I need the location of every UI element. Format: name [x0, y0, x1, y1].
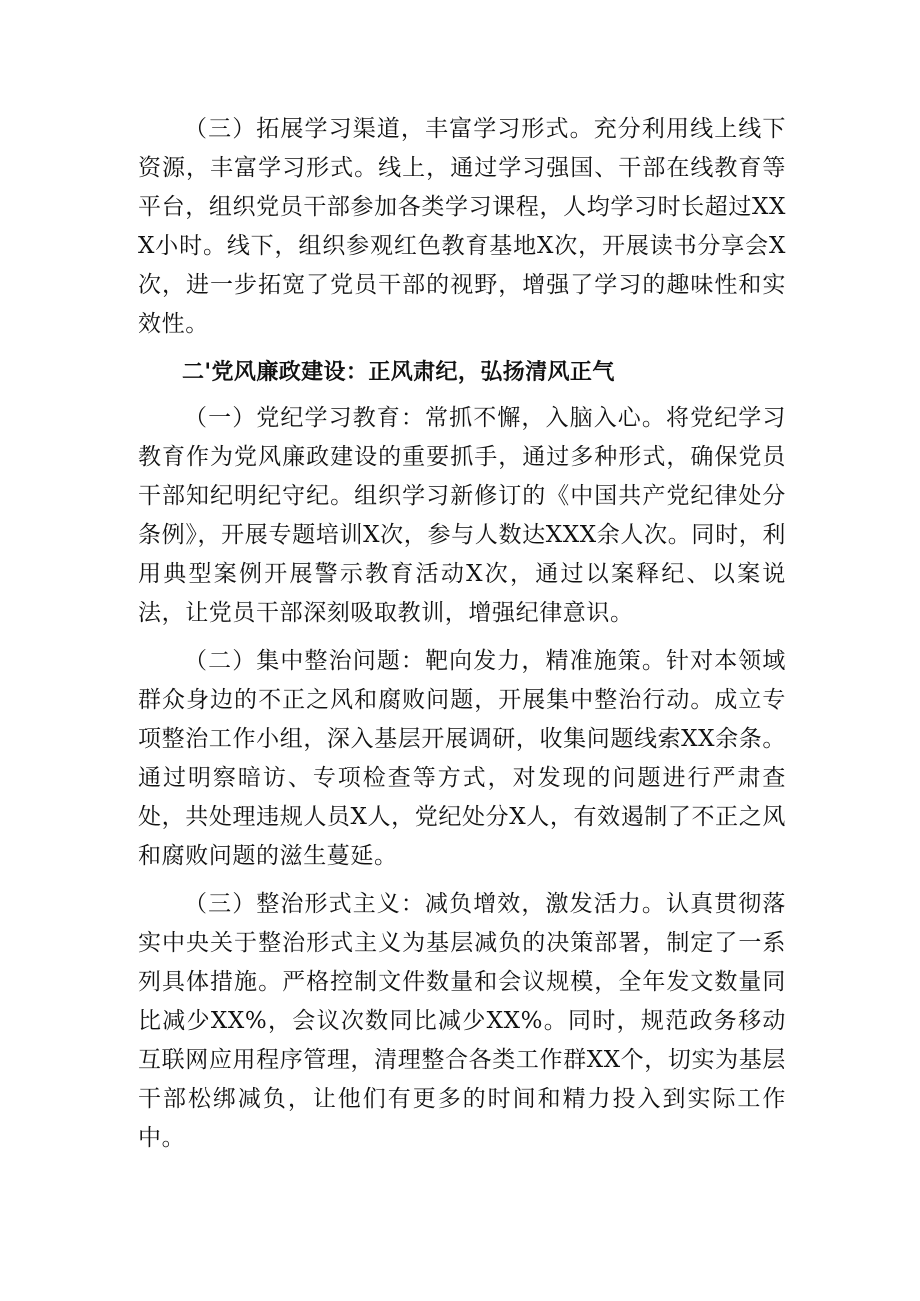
document-body [138, 110, 786, 1167]
section-heading-party-conduct: 二'党风廉政建设：正风肃纪，弘扬清风正气 [182, 360, 615, 385]
paragraph-formalism-rectification: （三）整治形式主义：减负增效，激发活力。认真贯彻落实中央关于整治形式主义为基层减负的决策部署，制定了一系列具体措施。严格控制文件数量和会议规模，全年发文数量同比减少XX%，会议次数同比减少XX%。同时，规范政务移动互联网应用程序管理，清理整合各类工作群XX个，切实为基层干部松绑减负，让他们有更多的时间和精力投入到实际工作中。 [138, 891, 786, 1151]
paragraph-concentrated-rectification: （二）集中整治问题：靶向发力，精准施策。针对本领域群众身边的不正之风和腐败问题，开展集中整治行动。成立专项整治工作小组，深入基层开展调研，收集问题线索XX余条。通过明察暗访、专项检查等方式，对发现的问题进行严肃查处，共处理违规人员X人，党纪处分X人，有效遏制了不正之风和腐败问题的滋生蔓延。 [138, 648, 786, 869]
paragraph-party-discipline-education: （一）党纪学习教育：常抓不懈，入脑入心。将党纪学习教育作为党风廉政建设的重要抓手，通过多种形式，确保党员干部知纪明纪守纪。组织学习新修订的《中国共产党纪律处分条例》，开展专题培训X次，参与人数达XXX余人次。同时，利用典型案例开展警示教育活动X次，通过以案释纪、以案说法，让党员干部深刻吸取教训，增强纪律意识。 [138, 405, 786, 626]
paragraph-expand-learning-channels: （三）拓展学习渠道，丰富学习形式。充分利用线上线下资源，丰富学习形式。线上，通过学习强国、干部在线教育等平台，组织党员干部参加各类学习课程，人均学习时长超过XXX小时。线下，组织参观红色教育基地X次，开展读书分享会X次，进一步拓宽了党员干部的视野，增强了学习的趣味性和实效性。 [138, 116, 786, 337]
